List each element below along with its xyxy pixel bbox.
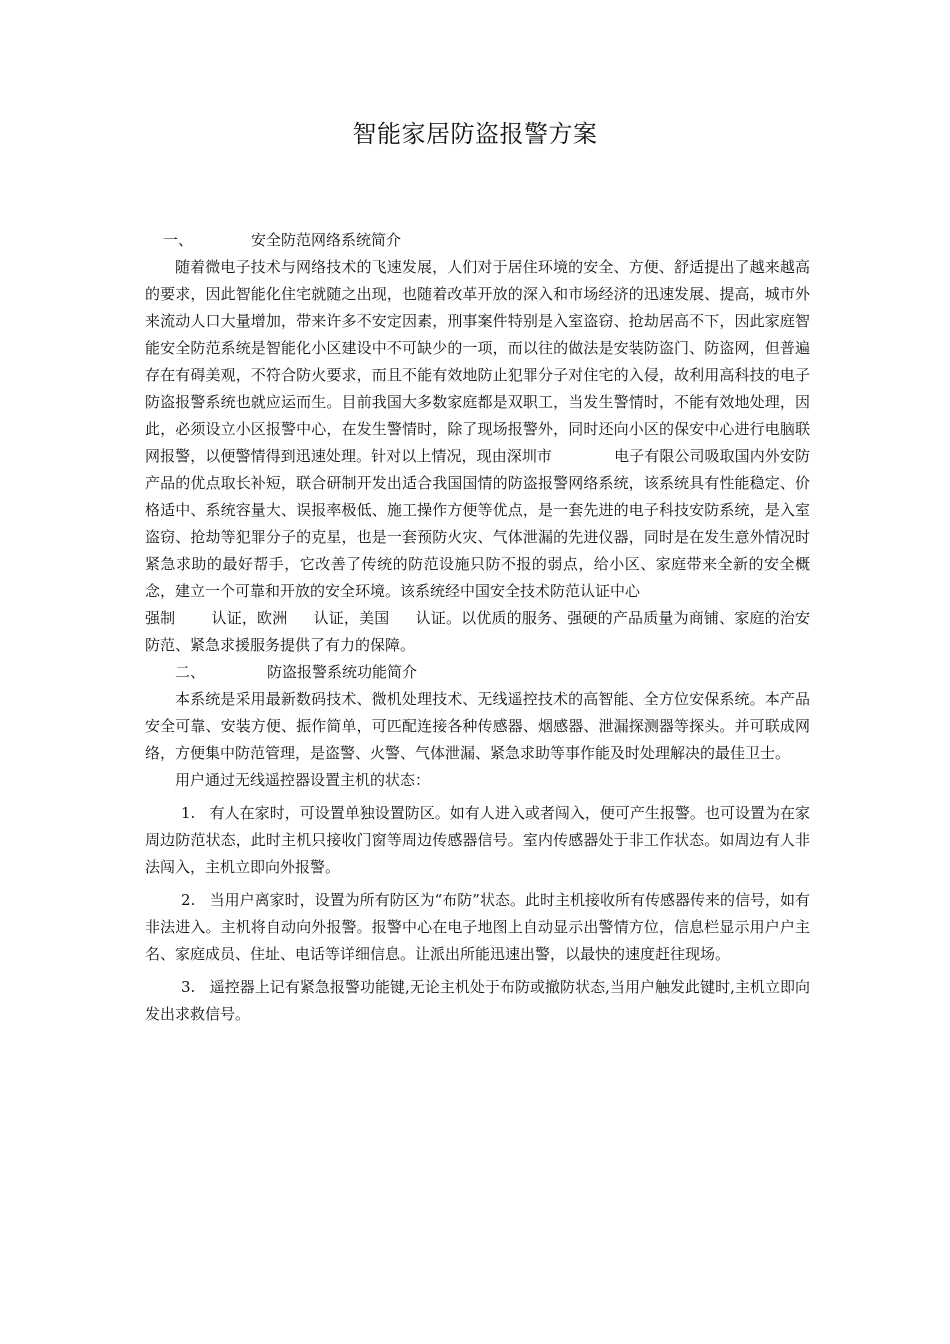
body-paragraph [145, 254, 810, 605]
section-number: 一、 [163, 231, 194, 249]
paragraph-text: 电子有限公司吸取国内外安防产品的优点取长补短，联合研制开发出适合我国国情的防盗报警网络系统，该系统具有性能稳定、价格适中、系统容量大、误报率极低、施工操作方便等优点，是一套先进的电子科技安防系统，是入室盗窃、抢劫等犯罪分子的克星，也是一套预防火灾、气体泄漏的先进仪器，同时是在发生意外情况时紧急求助的最好帮手，它改善了传统的防范设施只防不报的弱点，给小区、家庭带来全新的安全概念，建立一个可靠和开放的安全环境。该系统经中国安全技术防范认证中心 [145, 447, 810, 600]
paragraph-text: 强制 [145, 609, 176, 627]
list-item [145, 974, 810, 1028]
paragraph-text: 认证，美国 [313, 609, 390, 627]
list-item-number: 2. [181, 891, 196, 909]
body-paragraph [145, 605, 810, 659]
body-paragraph: 本系统是采用最新数码技术、微机处理技术、无线遥控技术的高智能、全方位安保系统。本产品安全可靠、安装方便、振作简单，可匹配连接各种传感器、烟感器、泄漏探测器等探头。并可联成网络，方便集中防范管理，是盗警、火警、气体泄漏、紧急求助等事作能及时处理解决的最佳卫士。 [145, 690, 810, 762]
body-paragraph: 用户通过无线遥控器设置主机的状态： [175, 771, 431, 789]
section-heading-text: 防盗报警系统功能简介 [267, 663, 418, 681]
document-title: 智能家居防盗报警方案 [352, 120, 598, 148]
section-heading-1 [145, 227, 810, 254]
list-item-number: 3. [181, 978, 196, 996]
list-item-text: 有人在家时，可设置单独设置防区。如有人进入或者闯入，便可产生报警。也可设置为在家周边防范状态，此时主机只接收门窗等周边传感器信号。室内传感器处于非工作状态。如周边有人非法闯入，主机立即向外报警。 [145, 804, 810, 876]
section-number: 二、 [175, 663, 206, 681]
section-heading-text: 安全防范网络系统简介 [251, 231, 402, 249]
list-item [145, 800, 810, 881]
list-item-number: 1. [181, 804, 196, 822]
list-item-text: 当用户离家时，设置为所有防区为“布防”状态。此时主机接收所有传感器传来的信号，如有非法进入。主机将自动向外报警。报警中心在电子地图上自动显示出警情方位，信息栏显示用户户主名、家庭成员、住址、电话等详细信息。让派出所能迅速出警，以最快的速度赶往现场。 [145, 891, 810, 963]
section-heading-2 [145, 659, 810, 686]
list-item-text: 遥控器上记有紧急报警功能键,无论主机处于布防或撤防状态,当用户触发此键时,主机立即向发出求救信号。 [145, 978, 811, 1023]
paragraph-text: 随着微电子技术与网络技术的飞速发展，人们对于居住环境的安全、方便、舒适提出了越来越高的要求，因此智能化住宅就随之出现，也随着改革开放的深入和市场经济的迅速发展、提高，城市外来流动人口大量增加，带来许多不安定因素，刑事案件特别是入室盗窃、抢劫居高不下，因此家庭智能安全防范系统是智能化小区建设中不可缺少的一项，而以往的做法是安装防盗门、防盗网，但普遍存在有碍美观，不符合防火要求，而且不能有效地防止犯罪分子对住宅的入侵，故利用高科技的电子防盗报警系统也就应运而生。目前我国大多数家庭都是双职工，当发生警情时，不能有效地处理，因此，必须设立小区报警中心，在发生警情时，除了现场报警外，同时还向小区的保安中心进行电脑联网报警，以便警情得到迅速处理。针对以上情况，现由深圳市 [145, 258, 810, 465]
list-item [145, 887, 810, 968]
paragraph-text: 认证。以优质的服务、强硬的产品质量为商铺、家庭的治安防范、紧急求援服务提供了有力的保障。 [145, 609, 810, 654]
paragraph-text: 认证，欧洲 [211, 609, 288, 627]
document-body [145, 227, 810, 1028]
